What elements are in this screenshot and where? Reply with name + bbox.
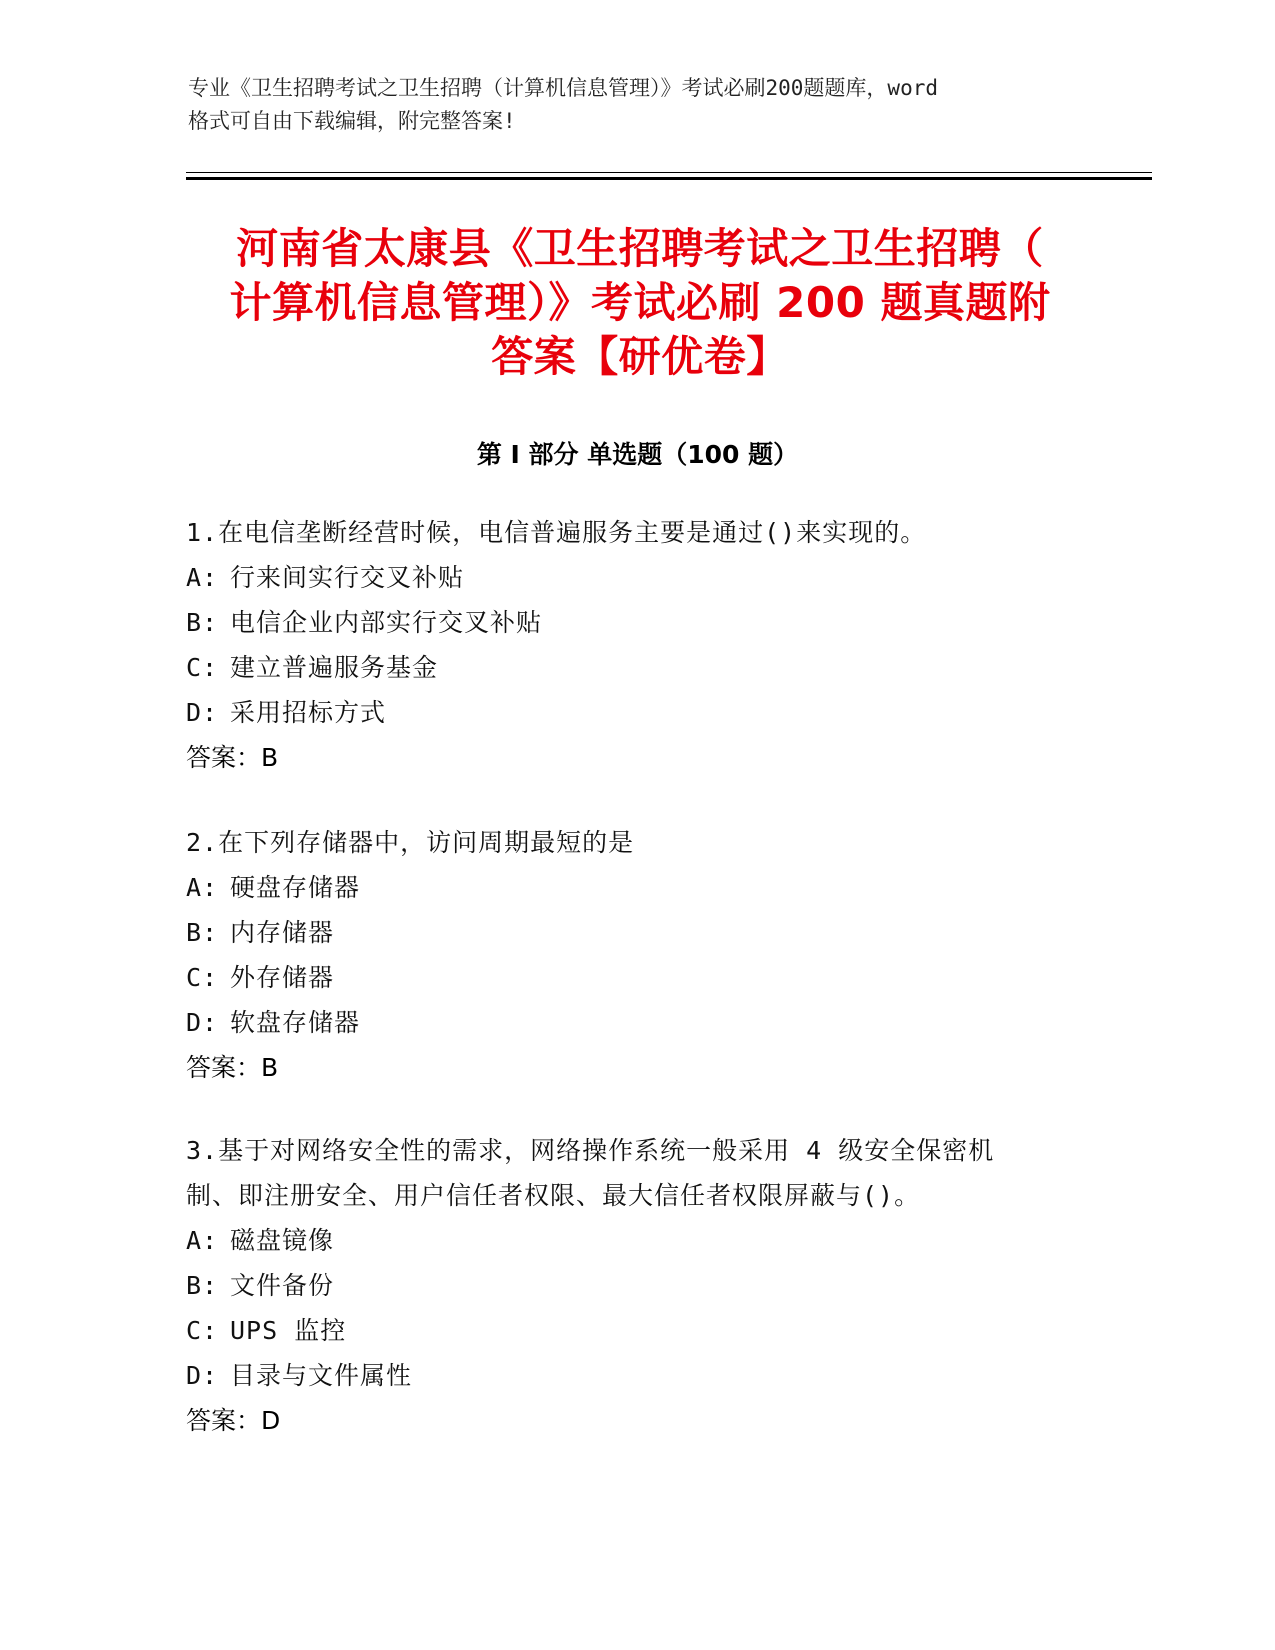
option-text: 外存储器 [230, 963, 335, 992]
option-letter: A: [186, 1226, 219, 1255]
header-note-line-2: 格式可自由下载编辑，附完整答案! [188, 109, 516, 133]
document-title-line-1: 河南省太康县《卫生招聘考试之卫生招聘（ [236, 224, 1044, 273]
option-text: 文件备份 [230, 1271, 335, 1300]
option-a [186, 1218, 1086, 1263]
option-text: 磁盘镜像 [230, 1226, 335, 1255]
option-c [186, 645, 1086, 690]
option-letter: C: [186, 1316, 219, 1345]
option-letter: D: [186, 1008, 219, 1037]
document-title-line-2: 计算机信息管理）》考试必刷 200 题真题附 [229, 278, 1051, 327]
option-letter: C: [186, 653, 219, 682]
option-d [186, 690, 1086, 735]
option-a [186, 865, 1086, 910]
answer-line: 答案：D [186, 1406, 281, 1435]
option-b [186, 600, 1086, 645]
header-note [188, 72, 1088, 138]
option-letter: A: [186, 873, 219, 902]
option-letter: B: [186, 608, 219, 637]
option-letter: C: [186, 963, 219, 992]
option-letter: B: [186, 1271, 219, 1300]
option-b [186, 1263, 1086, 1308]
question-2 [186, 820, 1086, 1090]
question-stem-line-2: 制、即注册安全、用户信任者权限、最大信任者权限屏蔽与()。 [186, 1181, 921, 1210]
question-3 [186, 1128, 1086, 1443]
option-text: 采用招标方式 [230, 698, 387, 727]
header-rule-thin [186, 172, 1152, 173]
option-text: 行来间实行交叉补贴 [230, 563, 465, 592]
option-text: 电信企业内部实行交叉补贴 [230, 608, 543, 637]
option-b [186, 910, 1086, 955]
option-c [186, 1308, 1086, 1353]
section-heading: 第 I 部分 单选题（100 题） [476, 440, 799, 469]
option-letter: B: [186, 918, 219, 947]
option-text: 目录与文件属性 [230, 1361, 413, 1390]
question-stem: 2.在下列存储器中，访问周期最短的是 [186, 828, 635, 857]
option-text: 软盘存储器 [230, 1008, 361, 1037]
document-title [190, 222, 1090, 384]
option-letter: A: [186, 563, 219, 592]
header-rule-thick [186, 177, 1152, 180]
option-d [186, 1353, 1086, 1398]
question-1 [186, 510, 1086, 780]
option-text: 硬盘存储器 [230, 873, 361, 902]
question-stem: 1.在电信垄断经营时候，电信普遍服务主要是通过()来实现的。 [186, 518, 927, 547]
header-note-line-1: 专业《卫生招聘考试之卫生招聘（计算机信息管理）》考试必刷200题题库，word [188, 76, 938, 100]
option-text: 内存储器 [230, 918, 335, 947]
answer-line: 答案：B [186, 743, 279, 772]
option-text: UPS 监控 [230, 1316, 347, 1345]
question-stem-line-1: 3.基于对网络安全性的需求，网络操作系统一般采用 4 级安全保密机 [186, 1136, 995, 1165]
option-d [186, 1000, 1086, 1045]
option-letter: D: [186, 698, 219, 727]
option-a [186, 555, 1086, 600]
option-letter: D: [186, 1361, 219, 1390]
document-title-line-3: 答案【研优卷】 [491, 332, 789, 381]
option-text: 建立普遍服务基金 [230, 653, 439, 682]
answer-line: 答案：B [186, 1053, 279, 1082]
option-c [186, 955, 1086, 1000]
